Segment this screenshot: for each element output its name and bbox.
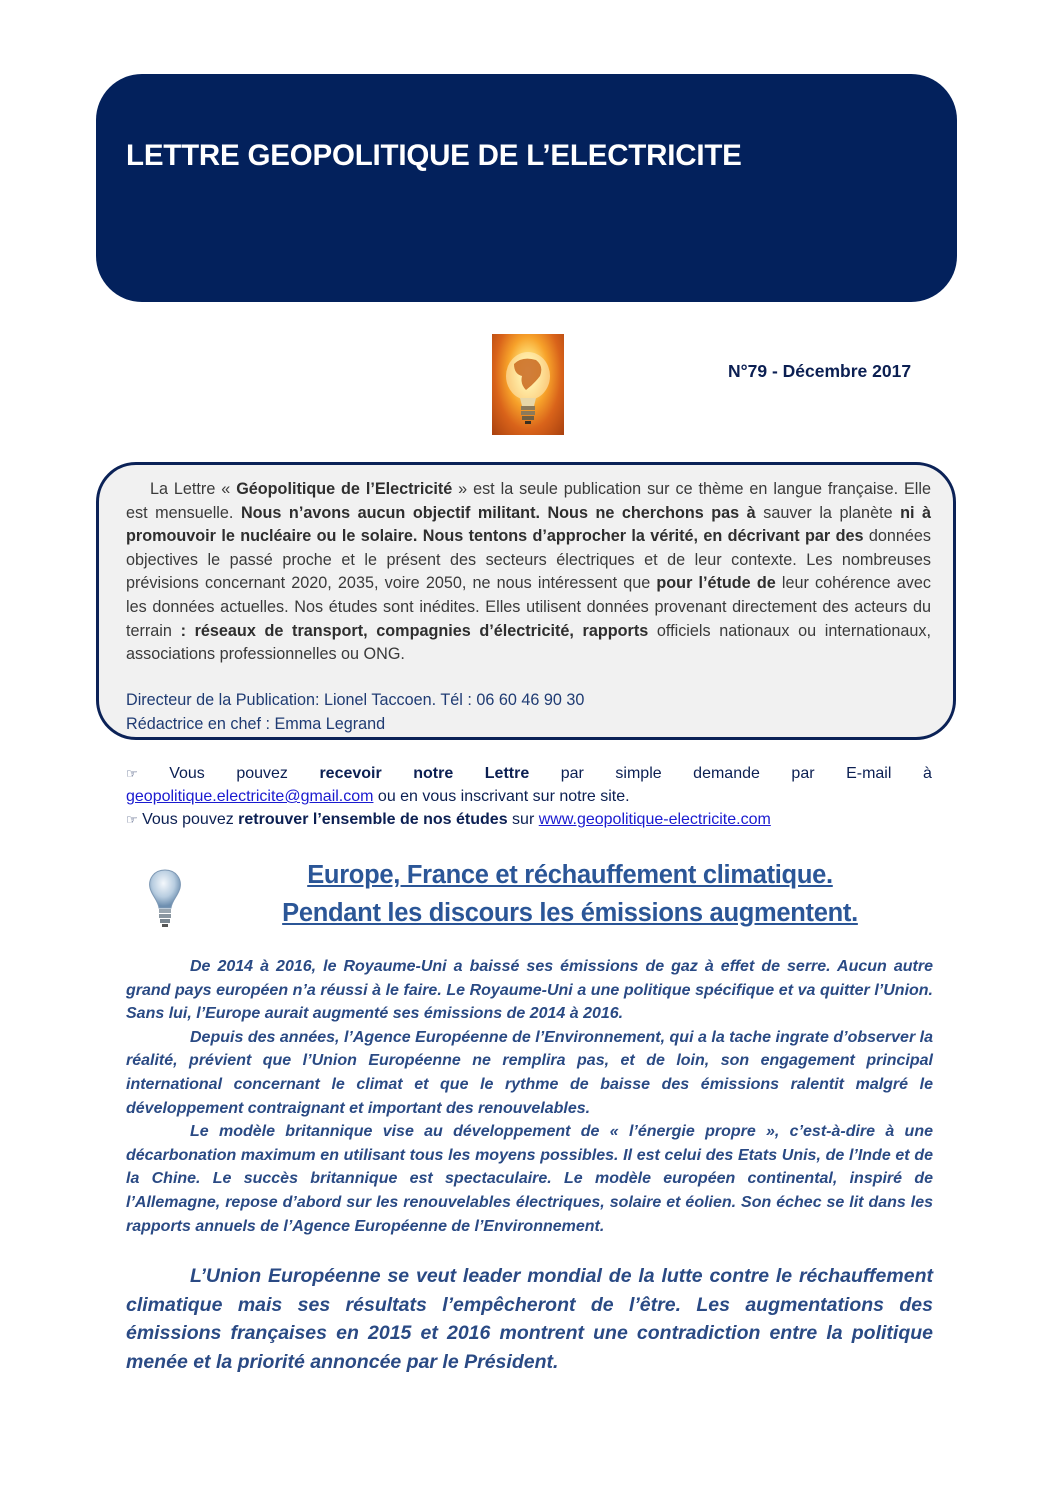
- notice-word: par: [560, 765, 584, 782]
- notice-word: E-mail: [846, 765, 892, 782]
- article-conclusion: [126, 1262, 933, 1377]
- intro-text-part: officiels nationaux ou internationaux, associations professionnelles ou ONG.: [126, 621, 931, 664]
- notice-line-3: [126, 808, 932, 831]
- intro-text-bold: pour l’étude de: [656, 574, 776, 593]
- notice-word: par: [791, 765, 815, 782]
- notice-word: notre: [413, 765, 454, 782]
- notice-word: recevoir: [319, 765, 382, 782]
- intro-text-bold: Géopolitique de l’Electricité: [236, 480, 453, 498]
- pointing-hand-icon: ☞: [126, 766, 138, 781]
- intro-text-part: leur cohérence avec les données actuelles. Nos études sont inédites. Elles utilisent données provenant directement des acteurs du terrain: [126, 574, 931, 640]
- article-paragraph: Depuis des années, l’Agence Européenne de l’Environnement, qui a la tache ingrate d’observer la réalité, prévient que l’Union Européenne ne remplira pas, et de loin, son engagement principal international concernant le climat et que le rythme de baisse des émissions ralentit malgré le développement contraignant et important des renouvelables.: [126, 1028, 933, 1117]
- credits: [126, 688, 584, 736]
- notice-word: simple: [615, 765, 662, 782]
- notice-word: Vous: [169, 765, 205, 782]
- article-body: [126, 955, 933, 1238]
- intro-text-part: sauver la planète: [755, 503, 901, 522]
- subscription-notice: [126, 762, 932, 831]
- email-link[interactable]: geopolitique.electricite@gmail.com: [126, 788, 374, 805]
- lightbulb-icon: [146, 868, 184, 930]
- header-banner: [96, 74, 957, 302]
- lightbulb-globe-icon: [492, 334, 564, 435]
- article-headline: [200, 856, 940, 932]
- notice-text: ou en vous inscrivant sur notre site.: [373, 788, 630, 805]
- intro-text-part: La Lettre «: [150, 480, 237, 498]
- pointing-hand-icon: ☞: [126, 812, 138, 827]
- conclusion-paragraph: L’Union Européenne se veut leader mondial de la lutte contre le réchauffement climatique mais ses résultats l’empêcheront de l’être. Les augmentations des émissions françaises en 2015 et 2016 montrent une contradiction entre la politique menée et la priorité annoncée par le Président.: [126, 1265, 933, 1374]
- article-paragraph: De 2014 à 2016, le Royaume-Uni a baissé ses émissions de gaz à effet de serre. Aucun autre grand pays européen n’a réussi à le faire. Le Royaume-Uni a une politique spécifique et va quitter l’Union. Sans lui, l’Europe aurait augmenté ses émissions de 2014 à 2016.: [126, 958, 933, 1023]
- newsletter-title: LETTRE GEOPOLITIQUE DE L’ELECTRICITE: [126, 139, 742, 172]
- headline-line-2: Pendant les discours les émissions augmentent.: [282, 899, 858, 927]
- notice-line-1: [126, 762, 932, 785]
- article-paragraph: Le modèle britannique vise au développement de « l’énergie propre », c’est-à-dire à une décarbonation maximum en utilisant tous les moyens possibles. Il est celui des Etats Unis, de l’Inde et de la Chine. Le succès britannique est spectaculaire. Le modèle européen continental, inspiré de l’Allemagne, repose d’abord sur les renouvelables électriques, solaire et éolien. Son échec se lit dans les rapports annuels de l’Agence Européenne de l’Environnement.: [126, 1123, 933, 1235]
- intro-text-bold: : réseaux de transport, compagnies d’électricité, rapports: [180, 621, 649, 640]
- intro-paragraph: [126, 478, 931, 667]
- notice-line-2: [126, 785, 932, 808]
- notice-text: Vous pouvez: [137, 811, 239, 828]
- website-link[interactable]: www.geopolitique-electricite.com: [538, 811, 771, 828]
- notice-text-bold: retrouver l’ensemble de nos études: [238, 811, 508, 828]
- notice-word: Lettre: [484, 765, 530, 782]
- notice-word: demande: [693, 765, 760, 782]
- editor-in-chief: Rédactrice en chef : Emma Legrand: [126, 715, 386, 733]
- intro-text-bold: ni à promouvoir le nucléaire ou le solaire. Nous tentons d’approcher la vérité, en décrivant par des: [126, 503, 932, 546]
- headline-line-1: Europe, France et réchauffement climatique.: [307, 861, 833, 889]
- publication-director: Directeur de la Publication: Lionel Taccoen. Tél : 06 60 46 90 30: [126, 691, 585, 709]
- globe-lightbulb-logo: [492, 334, 564, 435]
- intro-text-bold: Nous n’avons aucun objectif militant. Nous ne cherchons pas à: [240, 503, 756, 522]
- notice-word: pouvez: [236, 765, 288, 782]
- intro-text-part: » est la seule publication sur ce thème en langue française. Elle est mensuelle.: [126, 480, 931, 522]
- intro-text-part: données objectives le passé proche et le présent des secteurs électriques et de leur contexte. Les nombreuses prévisions concernant 2020, 2035, voire 2050, ne nous intéressent que: [126, 527, 932, 593]
- issue-number: N°79 - Décembre 2017: [728, 361, 912, 381]
- notice-word: à: [922, 765, 932, 782]
- notice-text: sur: [507, 811, 539, 828]
